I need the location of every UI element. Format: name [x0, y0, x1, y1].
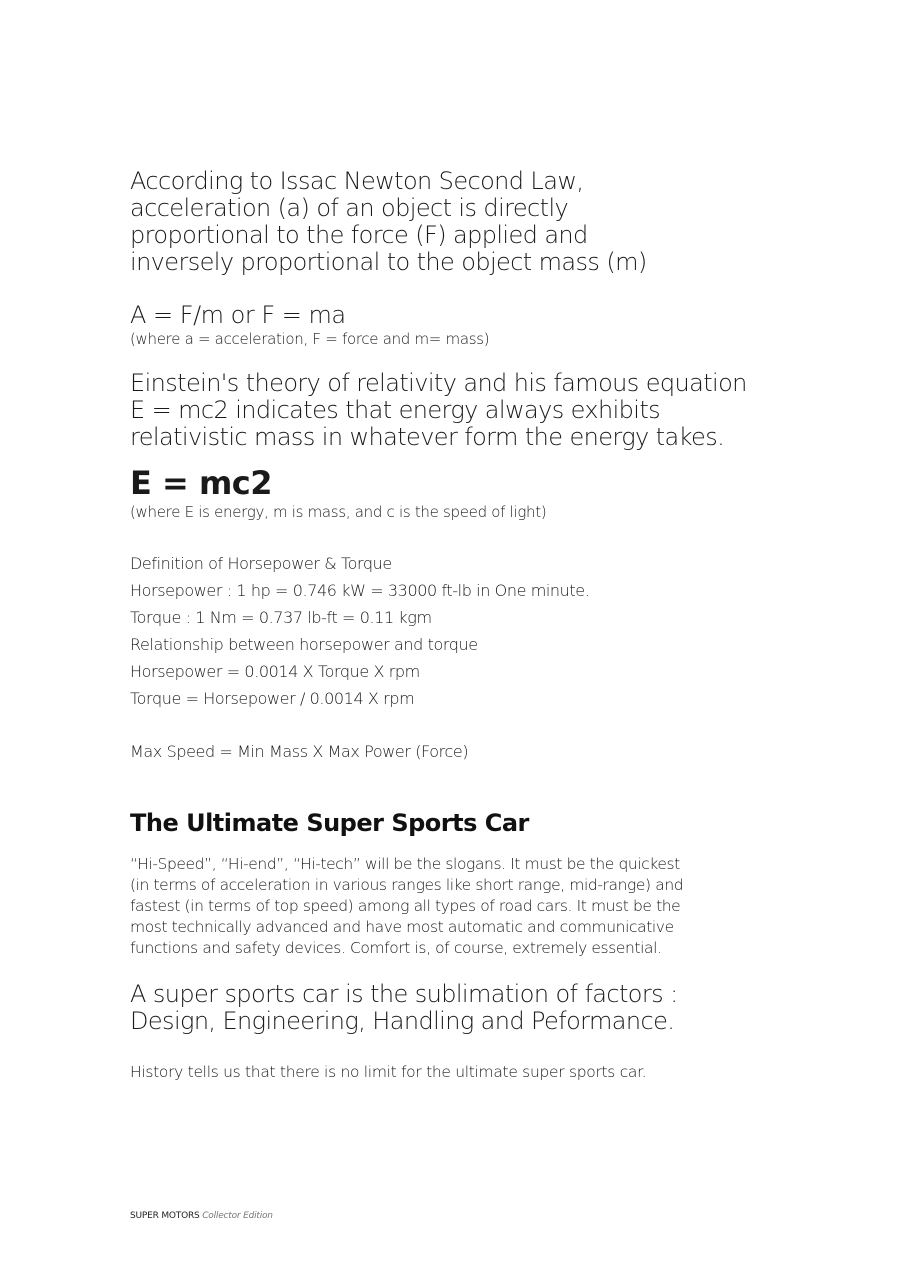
newton-line: proportional to the force (F) applied and [130, 221, 588, 249]
page-content [130, 168, 830, 1082]
footer-brand: SUPER MOTORS [130, 1211, 200, 1221]
newton-note: (where a = acceleration, F = force and m= mass) [130, 330, 490, 348]
newton-equation: A = F/m or F = ma [130, 301, 346, 329]
paragraph-line: functions and safety devices. Comfort is, of course, extremely essential. [130, 939, 662, 957]
einstein-line: E = mc2 indicates that energy always exhibits [130, 396, 661, 424]
footer-edition: Collector Edition [202, 1211, 273, 1221]
einstein-paragraph [130, 370, 830, 451]
page-footer [130, 1211, 273, 1221]
newton-paragraph [130, 168, 830, 276]
horsepower-line: Horsepower = 0.0014 X Torque X rpm [130, 662, 420, 681]
einstein-line: relativistic mass in whatever form the energy takes. [130, 423, 725, 451]
horsepower-line: Torque = Horsepower / 0.0014 X rpm [130, 689, 415, 708]
horsepower-definitions [130, 550, 830, 712]
history-line: History tells us that there is no limit for the ultimate super sports car. [130, 1063, 647, 1081]
paragraph-line: most technically advanced and have most automatic and communicative [130, 918, 674, 936]
factors-line: Design, Engineering, Handling and Peformance. [130, 1007, 675, 1035]
newton-line: According to Issac Newton Second Law, [130, 167, 584, 195]
paragraph-line: fastest (in terms of top speed) among all types of road cars. It must be the [130, 897, 681, 915]
einstein-note: (where E is energy, m is mass, and c is the speed of light) [130, 503, 547, 521]
factors-line: A super sports car is the sublimation of factors : [130, 980, 678, 1008]
einstein-line: Einstein's theory of relativity and his famous equation [130, 369, 747, 397]
max-speed-formula: Max Speed = Min Mass X Max Power (Force) [130, 742, 469, 761]
horsepower-line: Definition of Horsepower & Torque [130, 554, 392, 573]
newton-line: acceleration (a) of an object is directly [130, 194, 569, 222]
horsepower-line: Torque : 1 Nm = 0.737 lb-ft = 0.11 kgm [130, 608, 432, 627]
newton-line: inversely proportional to the object mass (m) [130, 248, 647, 276]
paragraph-line: (in terms of acceleration in various ranges like short range, mid-range) and [130, 876, 684, 894]
ultimate-paragraph [130, 854, 750, 959]
horsepower-line: Horsepower : 1 hp = 0.746 kW = 33000 ft-lb in One minute. [130, 581, 590, 600]
paragraph-line: “Hi-Speed”, “Hi-end”, “Hi-tech” will be the slogans. It must be the quickest [130, 855, 680, 873]
horsepower-line: Relationship between horsepower and torque [130, 635, 478, 654]
einstein-equation: E = mc2 [130, 464, 273, 502]
section-heading: The Ultimate Super Sports Car [130, 809, 529, 837]
factors-statement [130, 981, 830, 1035]
